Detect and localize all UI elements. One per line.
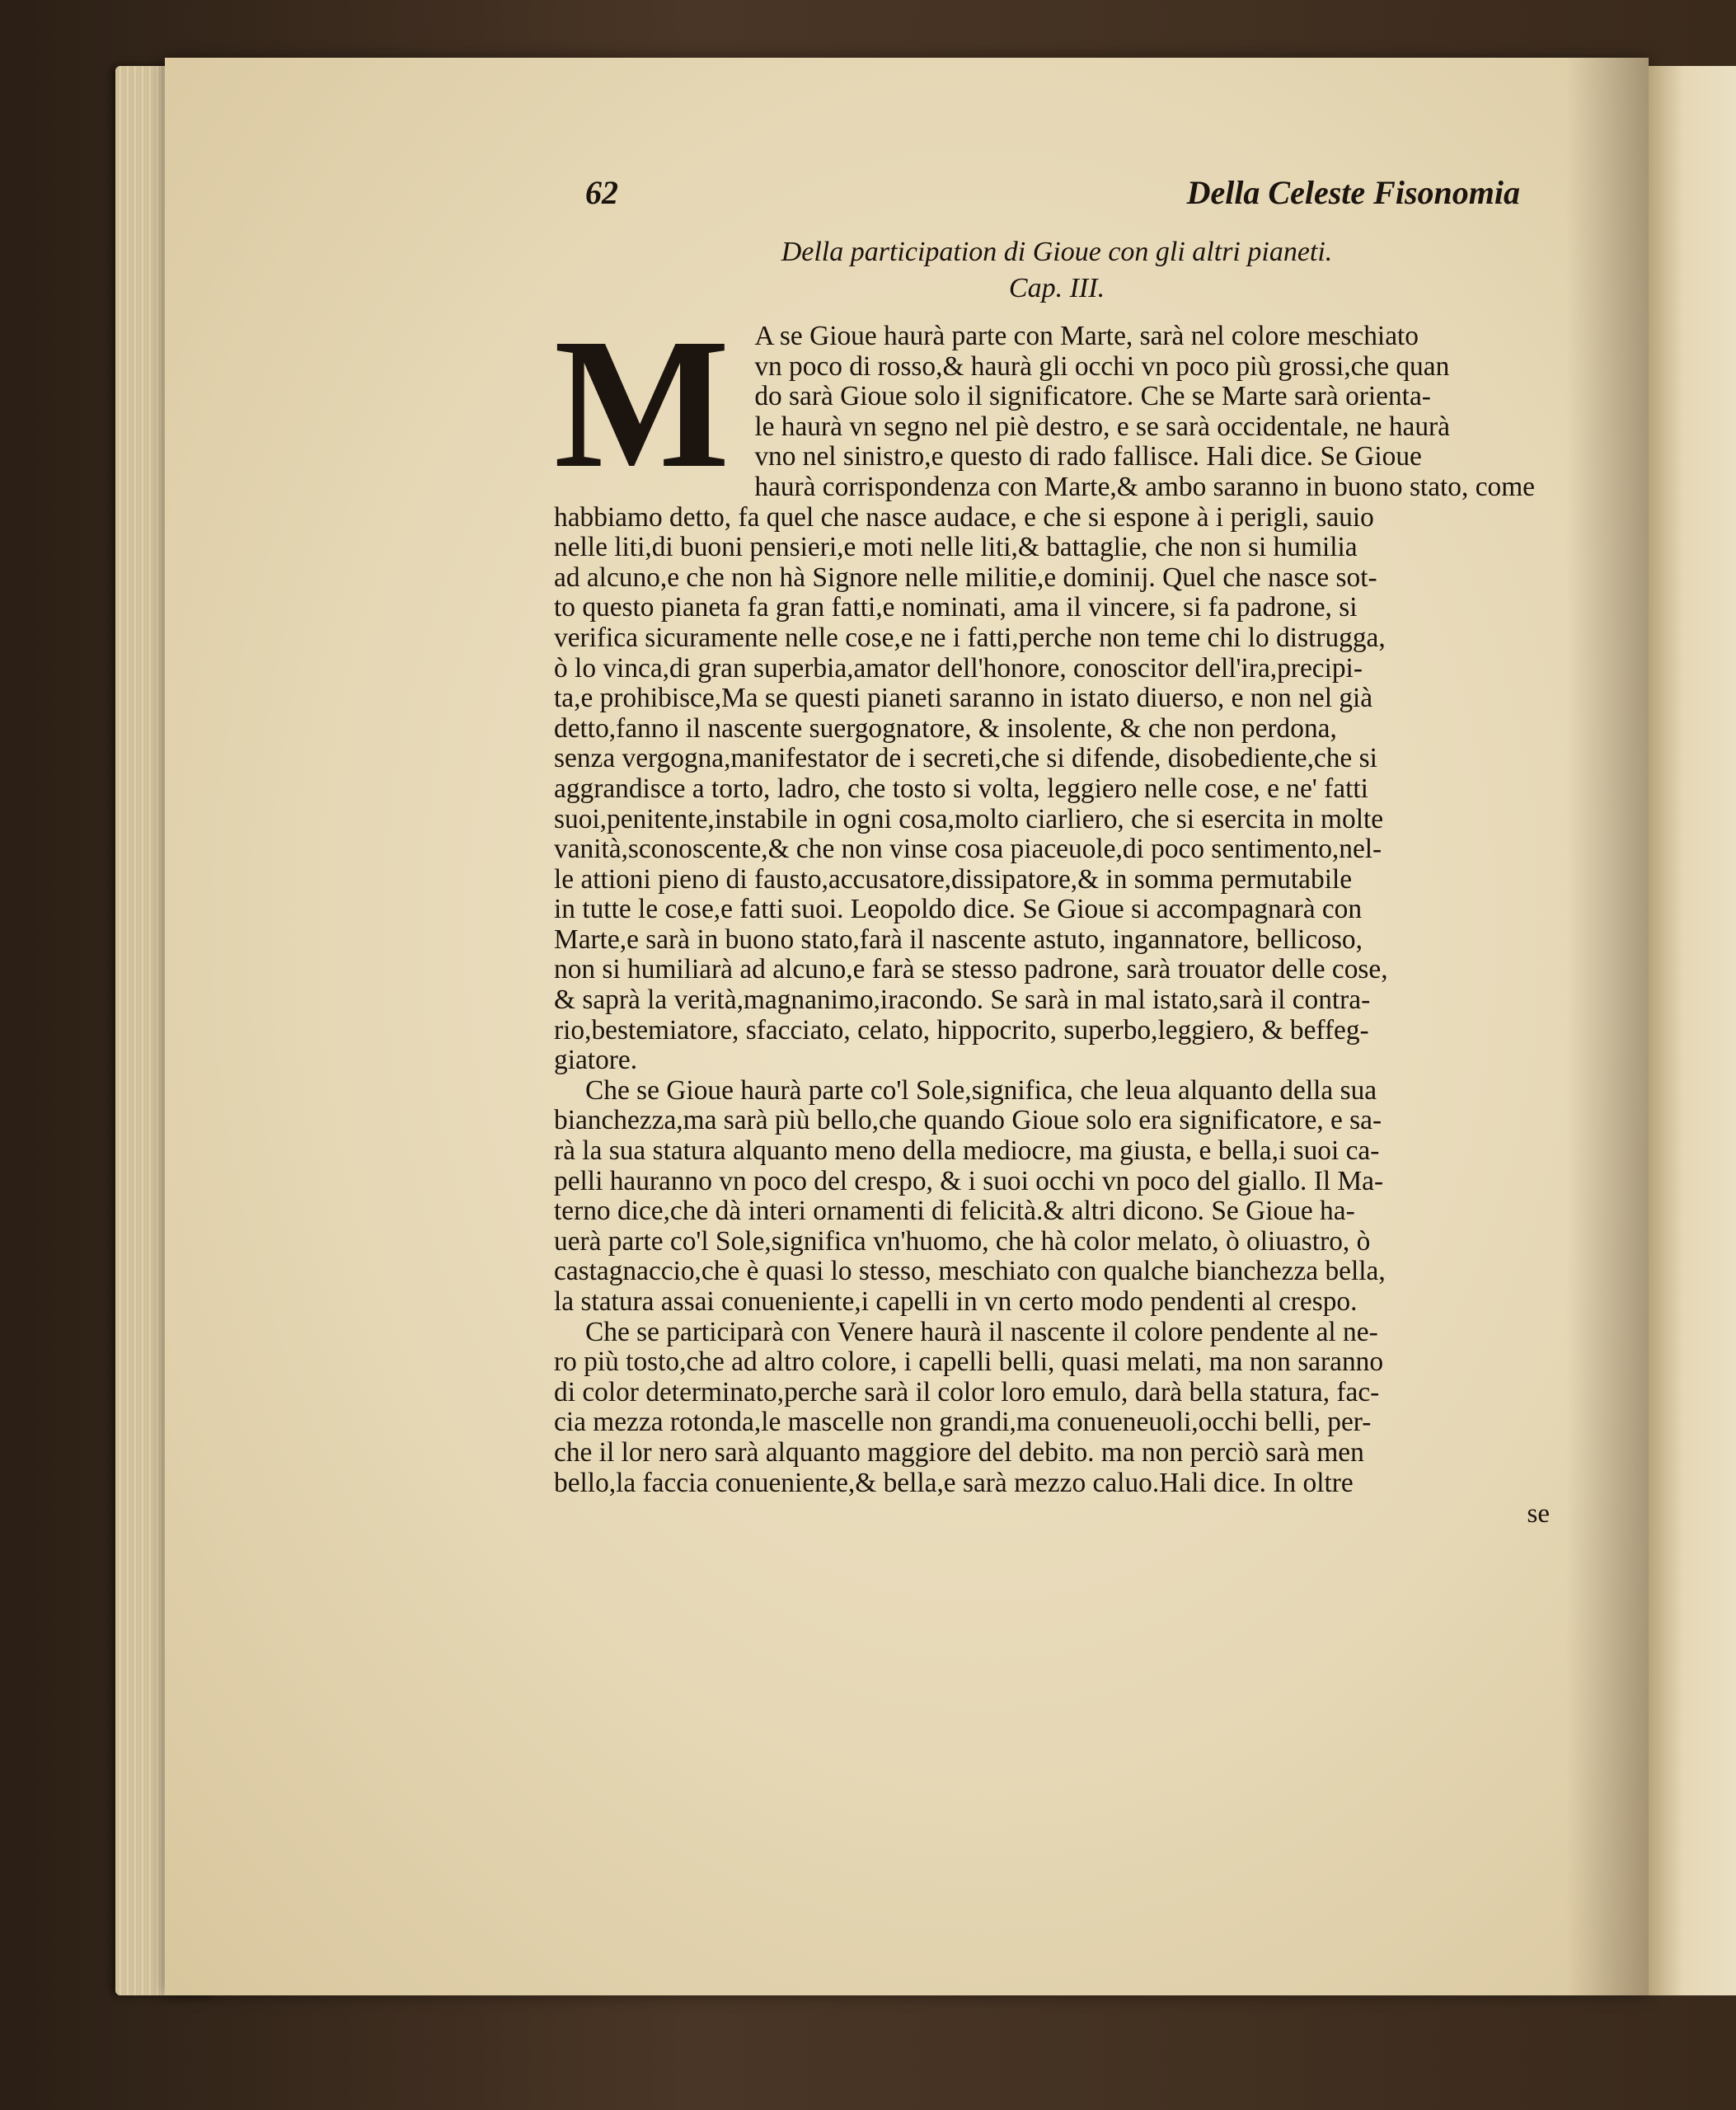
text-line: detto,fanno il nascente suergognatore, & insolente, & che non perdona, (554, 712, 1337, 744)
text-line: cia mezza rotonda,le mascelle non grandi,ma conueneuoli,occhi belli, per- (554, 1407, 1372, 1438)
text-line: ro più tosto,che ad altro colore, i capelli belli, quasi melati, ma non saranno (554, 1346, 1384, 1378)
text-line: & saprà la verità,magnanimo,iracondo. Se sarà in mal istato,sarà il contra- (554, 985, 1371, 1016)
text-line: Che se participarà con Venere haurà il nascente il colore pendente al ne- (585, 1316, 1378, 1347)
chapter-number: Cap. III. (1008, 273, 1105, 303)
text-line: A se Gioue haurà parte con Marte, sarà nel colore meschiato (754, 321, 1419, 351)
text-line: che il lor nero sarà alquanto maggiore del debito. ma non perciò sarà men (554, 1436, 1364, 1468)
text-line: senza vergogna,manifestator de i secreti,che si difende, disobediente,che si (554, 743, 1377, 774)
text-line: le haurà vn segno nel piè destro, e se sarà occidentale, ne haurà (754, 411, 1450, 442)
text-line: bello,la faccia conueniente,& bella,e sarà mezzo caluo.Hali dice. In oltre (554, 1467, 1354, 1498)
text-line: in tutte le cose,e fatti suoi. Leopoldo dice. Se Gioue si accompagnarà con (554, 894, 1363, 925)
text-line: bianchezza,ma sarà più bello,che quando Gioue solo era significatore, e sa- (554, 1105, 1382, 1136)
text-line: rio,bestemiatore, sfacciato, celato, hippocrito, superbo,leggiero, & beffeg- (554, 1014, 1369, 1046)
paragraph-1 (554, 300, 1593, 1076)
text-line: verifica sicuramente nelle cose,e ne i fatti,perche non teme chi lo distrugga, (554, 622, 1386, 653)
text-line: non si humiliarà ad alcuno,e farà se stesso padrone, sarà trouator delle cose, (554, 954, 1388, 985)
text-line: uerà parte co'l Sole,significa vn'huomo, che hà color melato, ò oliuastro, ò (554, 1225, 1371, 1257)
drop-cap-initial: M (554, 300, 730, 506)
text-line: vn poco di rosso,& haurà gli occhi vn poco più grossi,che quan (754, 350, 1450, 382)
running-title: Della Celeste Fisonomia (1186, 174, 1520, 211)
chapter-title: Della participation di Gioue con gli altri pianeti. (781, 237, 1333, 267)
text-line: Marte,e sarà in buono stato,farà il nascente astuto, ingannatore, bellicoso, (554, 923, 1363, 955)
text-line: habbiamo detto, fa quel che nasce audace, e che si espone à i perigli, sauio (554, 501, 1374, 533)
facing-page-edge (1649, 66, 1736, 1995)
running-header (585, 173, 1520, 221)
chapter-heading (554, 234, 1593, 307)
text-line: suoi,penitente,instabile in ogni cosa,molto ciarliero, che si esercita in molte (554, 803, 1384, 834)
text-line: nelle liti,di buoni pensieri,e moti nelle liti,& battaglie, che non si humilia (554, 532, 1358, 563)
text-line: le attioni pieno di fausto,accusatore,dissipatore,& in somma permutabile (554, 863, 1353, 895)
text-line: ad alcuno,e che non hà Signore nelle militie,e dominij. Quel che nasce sot- (554, 562, 1377, 593)
text-line: vno nel sinistro,e questo di rado fallisce. Hali dice. Se Gioue (754, 441, 1422, 472)
paragraph-2 (554, 1076, 1593, 1318)
page-number: 62 (585, 174, 618, 211)
text-line: terno dice,che dà interi ornamenti di felicità.& altri dicono. Se Gioue ha- (554, 1196, 1355, 1227)
text-line: do sarà Gioue solo il significatore. Che se Marte sarà orienta- (754, 381, 1431, 412)
paragraph-3 (554, 1318, 1593, 1499)
text-line: rà la sua statura alquanto meno della mediocre, ma giusta, e bella,i suoi ca- (554, 1135, 1380, 1167)
text-line: castagnaccio,che è quasi lo stesso, meschiato con qualche bianchezza bella, (554, 1256, 1386, 1287)
page-text-block (554, 173, 1593, 1530)
text-line: aggrandisce a torto, ladro, che tosto si volta, leggiero nelle cose, e ne' fatti (554, 773, 1368, 804)
catchword: se (1527, 1499, 1550, 1530)
text-line: di color determinato,perche sarà il color loro emulo, darà bella statura, fac- (554, 1376, 1380, 1407)
text-line: ta,e prohibisce,Ma se questi pianeti saranno in istato diuerso, e non nel già (554, 683, 1373, 714)
text-line: Che se Gioue haurà parte co'l Sole,significa, che leua alquanto della sua (585, 1074, 1377, 1106)
text-line: pelli hauranno vn poco del crespo, & i suoi occhi vn poco del giallo. Il Ma- (554, 1165, 1384, 1196)
text-line: vanità,sconoscente,& che non vinse cosa piaceuole,di poco sentimento,nel- (554, 834, 1382, 865)
text-line: to questo pianeta fa gran fatti,e nominati, ama il vincere, si fa padrone, si (554, 592, 1358, 623)
text-line: la statura assai conueniente,i capelli in vn certo modo pendenti al crespo. (554, 1286, 1358, 1317)
text-line: giatore. (554, 1045, 638, 1076)
text-line: haurà corrispondenza con Marte,& ambo saranno in buono stato, come (754, 471, 1536, 502)
text-line: ò lo vinca,di gran superbia,amator dell'honore, conoscitor dell'ira,precipi- (554, 652, 1363, 684)
